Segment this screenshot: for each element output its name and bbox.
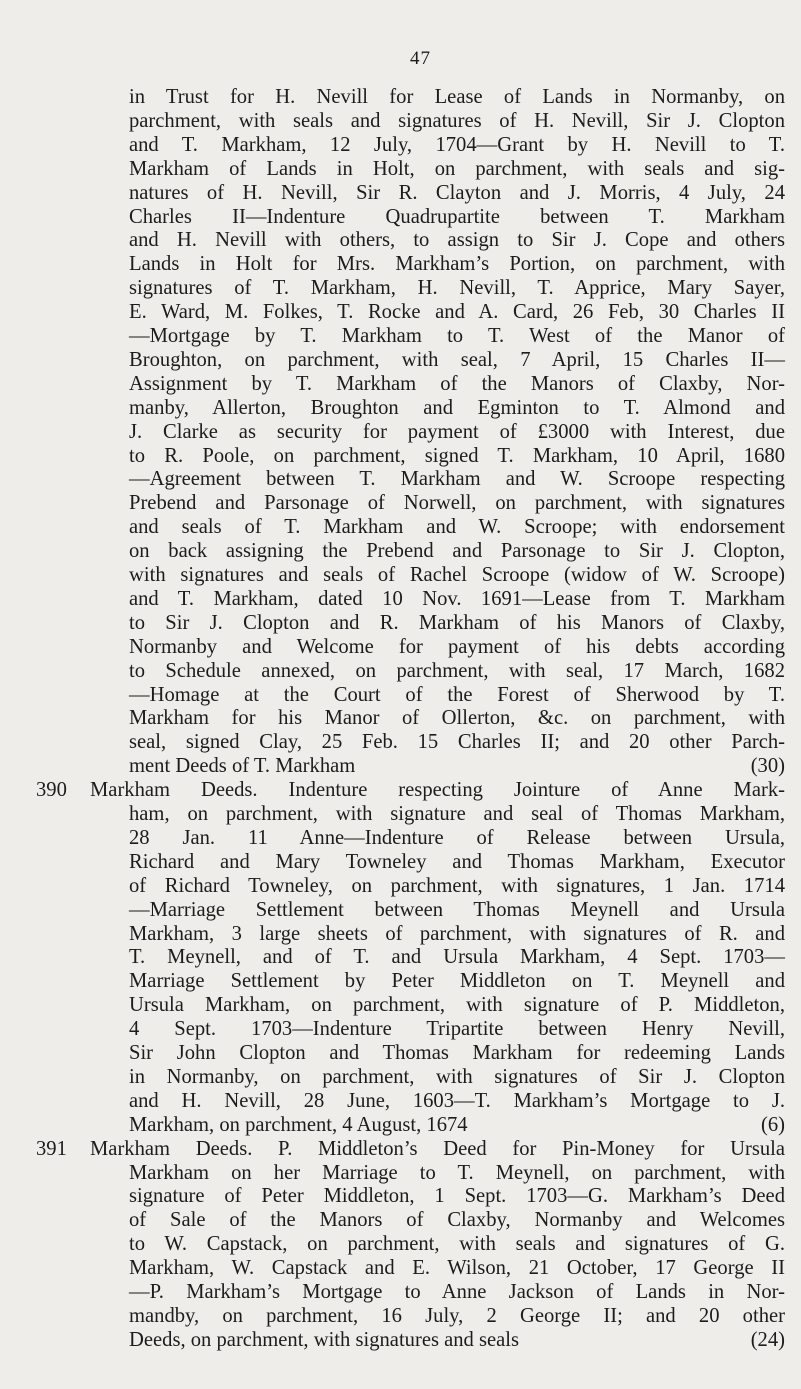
- entry-line-text: 4 Sept. 1703—Indenture Tripartite between Henry Nevill,: [129, 1018, 785, 1041]
- entry-line: [129, 373, 785, 397]
- entry-line-text: Normanby and Welcome for payment of his debts according: [129, 635, 785, 658]
- entry-line-text: with signatures and seals of Rachel Scroope (widow of W. Scroope): [129, 564, 785, 586]
- entry-line: [129, 564, 785, 588]
- entry-line-text: Deeds, on parchment, with signatures and seals: [129, 1328, 520, 1351]
- entry-line: [129, 755, 785, 779]
- entry-line: [129, 827, 785, 851]
- entry-line-text: Markham for his Manor of Ollerton, &c. on parchment, with: [129, 707, 785, 730]
- entry-line-text: Prebend and Parsonage of Norwell, on parchment, with signatures: [129, 492, 785, 515]
- lot-number: 390: [36, 779, 67, 802]
- entry-line: [129, 1305, 785, 1329]
- entry-line: [129, 707, 785, 731]
- entry-line-text: Marriage Settlement by Peter Middleton on T. Meynell and: [129, 970, 785, 993]
- entry-line-text: signature of Peter Middleton, 1 Sept. 1703—G. Markham’s Deed: [129, 1185, 785, 1208]
- entry-line: [129, 158, 785, 182]
- entry-line-text: J. Clarke as security for payment of £3000 with Interest, due: [129, 420, 785, 443]
- entry-line: [129, 1233, 785, 1257]
- entry-line-text: Markham Deeds. P. Middleton’s Deed for Pin-Money for Ursula: [90, 1137, 785, 1160]
- entry-line: [129, 540, 785, 564]
- entry-line-text: Sir John Clopton and Thomas Markham for redeeming Lands: [129, 1042, 785, 1064]
- entry-line: [129, 206, 785, 230]
- entry-line: [129, 588, 785, 612]
- entry-line-text: Ursula Markham, on parchment, with signature of P. Middleton,: [129, 994, 785, 1017]
- entry-line-text: Markham on her Marriage to T. Meynell, on parchment, with: [129, 1161, 785, 1184]
- entry-line-text: —P. Markham’s Mortgage to Anne Jackson of Lands in Nor-: [129, 1281, 785, 1303]
- entry-line: [129, 325, 785, 349]
- entry-line-text: Markham of Lands in Holt, on parchment, with seals and sig-: [129, 157, 785, 180]
- entry-line-text: Broughton, on parchment, with seal, 7 April, 15 Charles II—: [129, 348, 785, 371]
- entry-line: [129, 731, 785, 755]
- entry-line-text: Markham, on parchment, 4 August, 1674: [129, 1113, 468, 1136]
- entry-line-text: —Agreement between T. Markham and W. Scroope respecting: [129, 468, 785, 491]
- entry-line: [129, 660, 785, 684]
- entry-line-text: and H. Nevill, 28 June, 1603—T. Markham’s Mortgage to J.: [129, 1089, 785, 1112]
- page-number: 47: [410, 48, 431, 69]
- entry-line-text: manby, Allerton, Broughton and Egminton to T. Almond and: [129, 396, 785, 419]
- entry-line-text: of Sale of the Manors of Claxby, Normanby and Welcomes: [129, 1209, 785, 1232]
- entry-line: [129, 229, 785, 253]
- entry-line-text: signatures of T. Markham, H. Nevill, T. Apprice, Mary Sayer,: [129, 277, 785, 300]
- entry-line: [129, 851, 785, 875]
- entry-line-text: Richard and Mary Towneley and Thomas Markham, Executor: [129, 850, 785, 873]
- entry-line-text: and T. Markham, 12 July, 1704—Grant by H. Nevill to T.: [129, 133, 785, 156]
- entry-line: [129, 994, 785, 1018]
- entry-line: [90, 1138, 785, 1162]
- entry-line-text: Lands in Holt for Mrs. Markham’s Portion, on parchment, with: [129, 253, 785, 276]
- entry-line: [129, 684, 785, 708]
- entry-line: [129, 1329, 785, 1353]
- entry-line-text: Charles II—Indenture Quadrupartite between T. Markham: [129, 205, 785, 228]
- entry-line-text: parchment, with seals and signatures of H. Nevill, Sir J. Clopton: [129, 109, 785, 132]
- entry-line: [129, 253, 785, 277]
- entry-line-text: and T. Markham, dated 10 Nov. 1691—Lease from T. Markham: [129, 587, 785, 610]
- entry-line: [129, 899, 785, 923]
- entry-line-text: —Homage at the Court of the Forest of Sherwood by T.: [129, 683, 785, 706]
- entry-line: [129, 636, 785, 660]
- entry-line: [129, 946, 785, 970]
- entry-line: [129, 134, 785, 158]
- entry-line: [129, 492, 785, 516]
- entry-line-text: natures of H. Nevill, Sir R. Clayton and J. Morris, 4 July, 24: [129, 181, 785, 204]
- entry-line: [90, 779, 785, 803]
- entry-line-text: Markham Deeds. Indenture respecting Jointure of Anne Mark-: [90, 779, 785, 802]
- entry-line: [129, 445, 785, 469]
- entry-line: [129, 1042, 785, 1066]
- entry-line: [129, 301, 785, 325]
- entry-line: [129, 1185, 785, 1209]
- entry-line: [129, 468, 785, 492]
- entry-line: [129, 970, 785, 994]
- entry-line-text: ham, on parchment, with signature and seal of Thomas Markham,: [129, 803, 785, 825]
- entry-line-text: on back assigning the Prebend and Parsonage to Sir J. Clopton,: [129, 540, 785, 563]
- entry-line-text: to R. Poole, on parchment, signed T. Markham, 10 April, 1680: [129, 444, 785, 467]
- entry-line: [129, 1018, 785, 1042]
- entry-line-text: in Normanby, on parchment, with signatures of Sir J. Clopton: [129, 1065, 785, 1088]
- entry-line-text: Markham, 3 large sheets of parchment, with signatures of R. and: [129, 922, 785, 945]
- lot-count: (24): [750, 1328, 785, 1351]
- entry-line-text: to Schedule annexed, on parchment, with seal, 17 March, 1682: [129, 659, 785, 682]
- entry-line: [129, 612, 785, 636]
- entry-line-text: E. Ward, M. Folkes, T. Rocke and A. Card, 26 Feb, 30 Charles II: [129, 301, 785, 324]
- lot-count: (6): [760, 1113, 785, 1136]
- entry-line: [129, 421, 785, 445]
- entry-line: [129, 923, 785, 947]
- entry-line-text: to Sir J. Clopton and R. Markham of his Manors of Claxby,: [129, 611, 785, 634]
- entry-line: [129, 277, 785, 301]
- entry-line: [129, 1090, 785, 1114]
- lot-count: (30): [750, 755, 785, 778]
- entry-line-text: 28 Jan. 11 Anne—Indenture of Release between Ursula,: [129, 826, 785, 849]
- lot-number: 391: [36, 1137, 67, 1160]
- entry-line: [129, 1209, 785, 1233]
- entry-line: [129, 1281, 785, 1305]
- entry-line: [129, 1066, 785, 1090]
- entry-line: [129, 1162, 785, 1186]
- entry-line-text: in Trust for H. Nevill for Lease of Lands in Normanby, on: [129, 86, 785, 108]
- entry-line: [129, 86, 785, 110]
- entry-line-text: ment Deeds of T. Markham: [129, 755, 356, 778]
- entry-line-text: Markham, W. Capstack and E. Wilson, 21 October, 17 George II: [129, 1257, 785, 1280]
- entry-line-text: Assignment by T. Markham of the Manors of Claxby, Nor-: [129, 372, 785, 395]
- entry-line-text: to W. Capstack, on parchment, with seals and signatures of G.: [129, 1233, 785, 1256]
- entry-line: [129, 875, 785, 899]
- entry-line-text: of Richard Towneley, on parchment, with signatures, 1 Jan. 1714: [129, 874, 785, 897]
- entry-line-text: seal, signed Clay, 25 Feb. 15 Charles II; and 20 other Parch-: [129, 731, 785, 754]
- entry-line-text: T. Meynell, and of T. and Ursula Markham, 4 Sept. 1703—: [129, 946, 785, 969]
- entry-line-text: —Marriage Settlement between Thomas Meynell and Ursula: [129, 898, 785, 921]
- entry-line: [129, 110, 785, 134]
- entry-line-text: and H. Nevill with others, to assign to Sir J. Cope and others: [129, 229, 785, 252]
- entry-line: [129, 397, 785, 421]
- entry-line-text: and seals of T. Markham and W. Scroope; with endorsement: [129, 516, 785, 539]
- entry-line-text: mandby, on parchment, 16 July, 2 George II; and 20 other: [129, 1304, 785, 1327]
- entry-line: [129, 516, 785, 540]
- entry-line: [129, 1257, 785, 1281]
- entry-line: [129, 349, 785, 373]
- entry-line-text: —Mortgage by T. Markham to T. West of the Manor of: [129, 325, 785, 347]
- entry-line: [129, 1114, 785, 1138]
- entry-line: [129, 803, 785, 827]
- entry-line: [129, 182, 785, 206]
